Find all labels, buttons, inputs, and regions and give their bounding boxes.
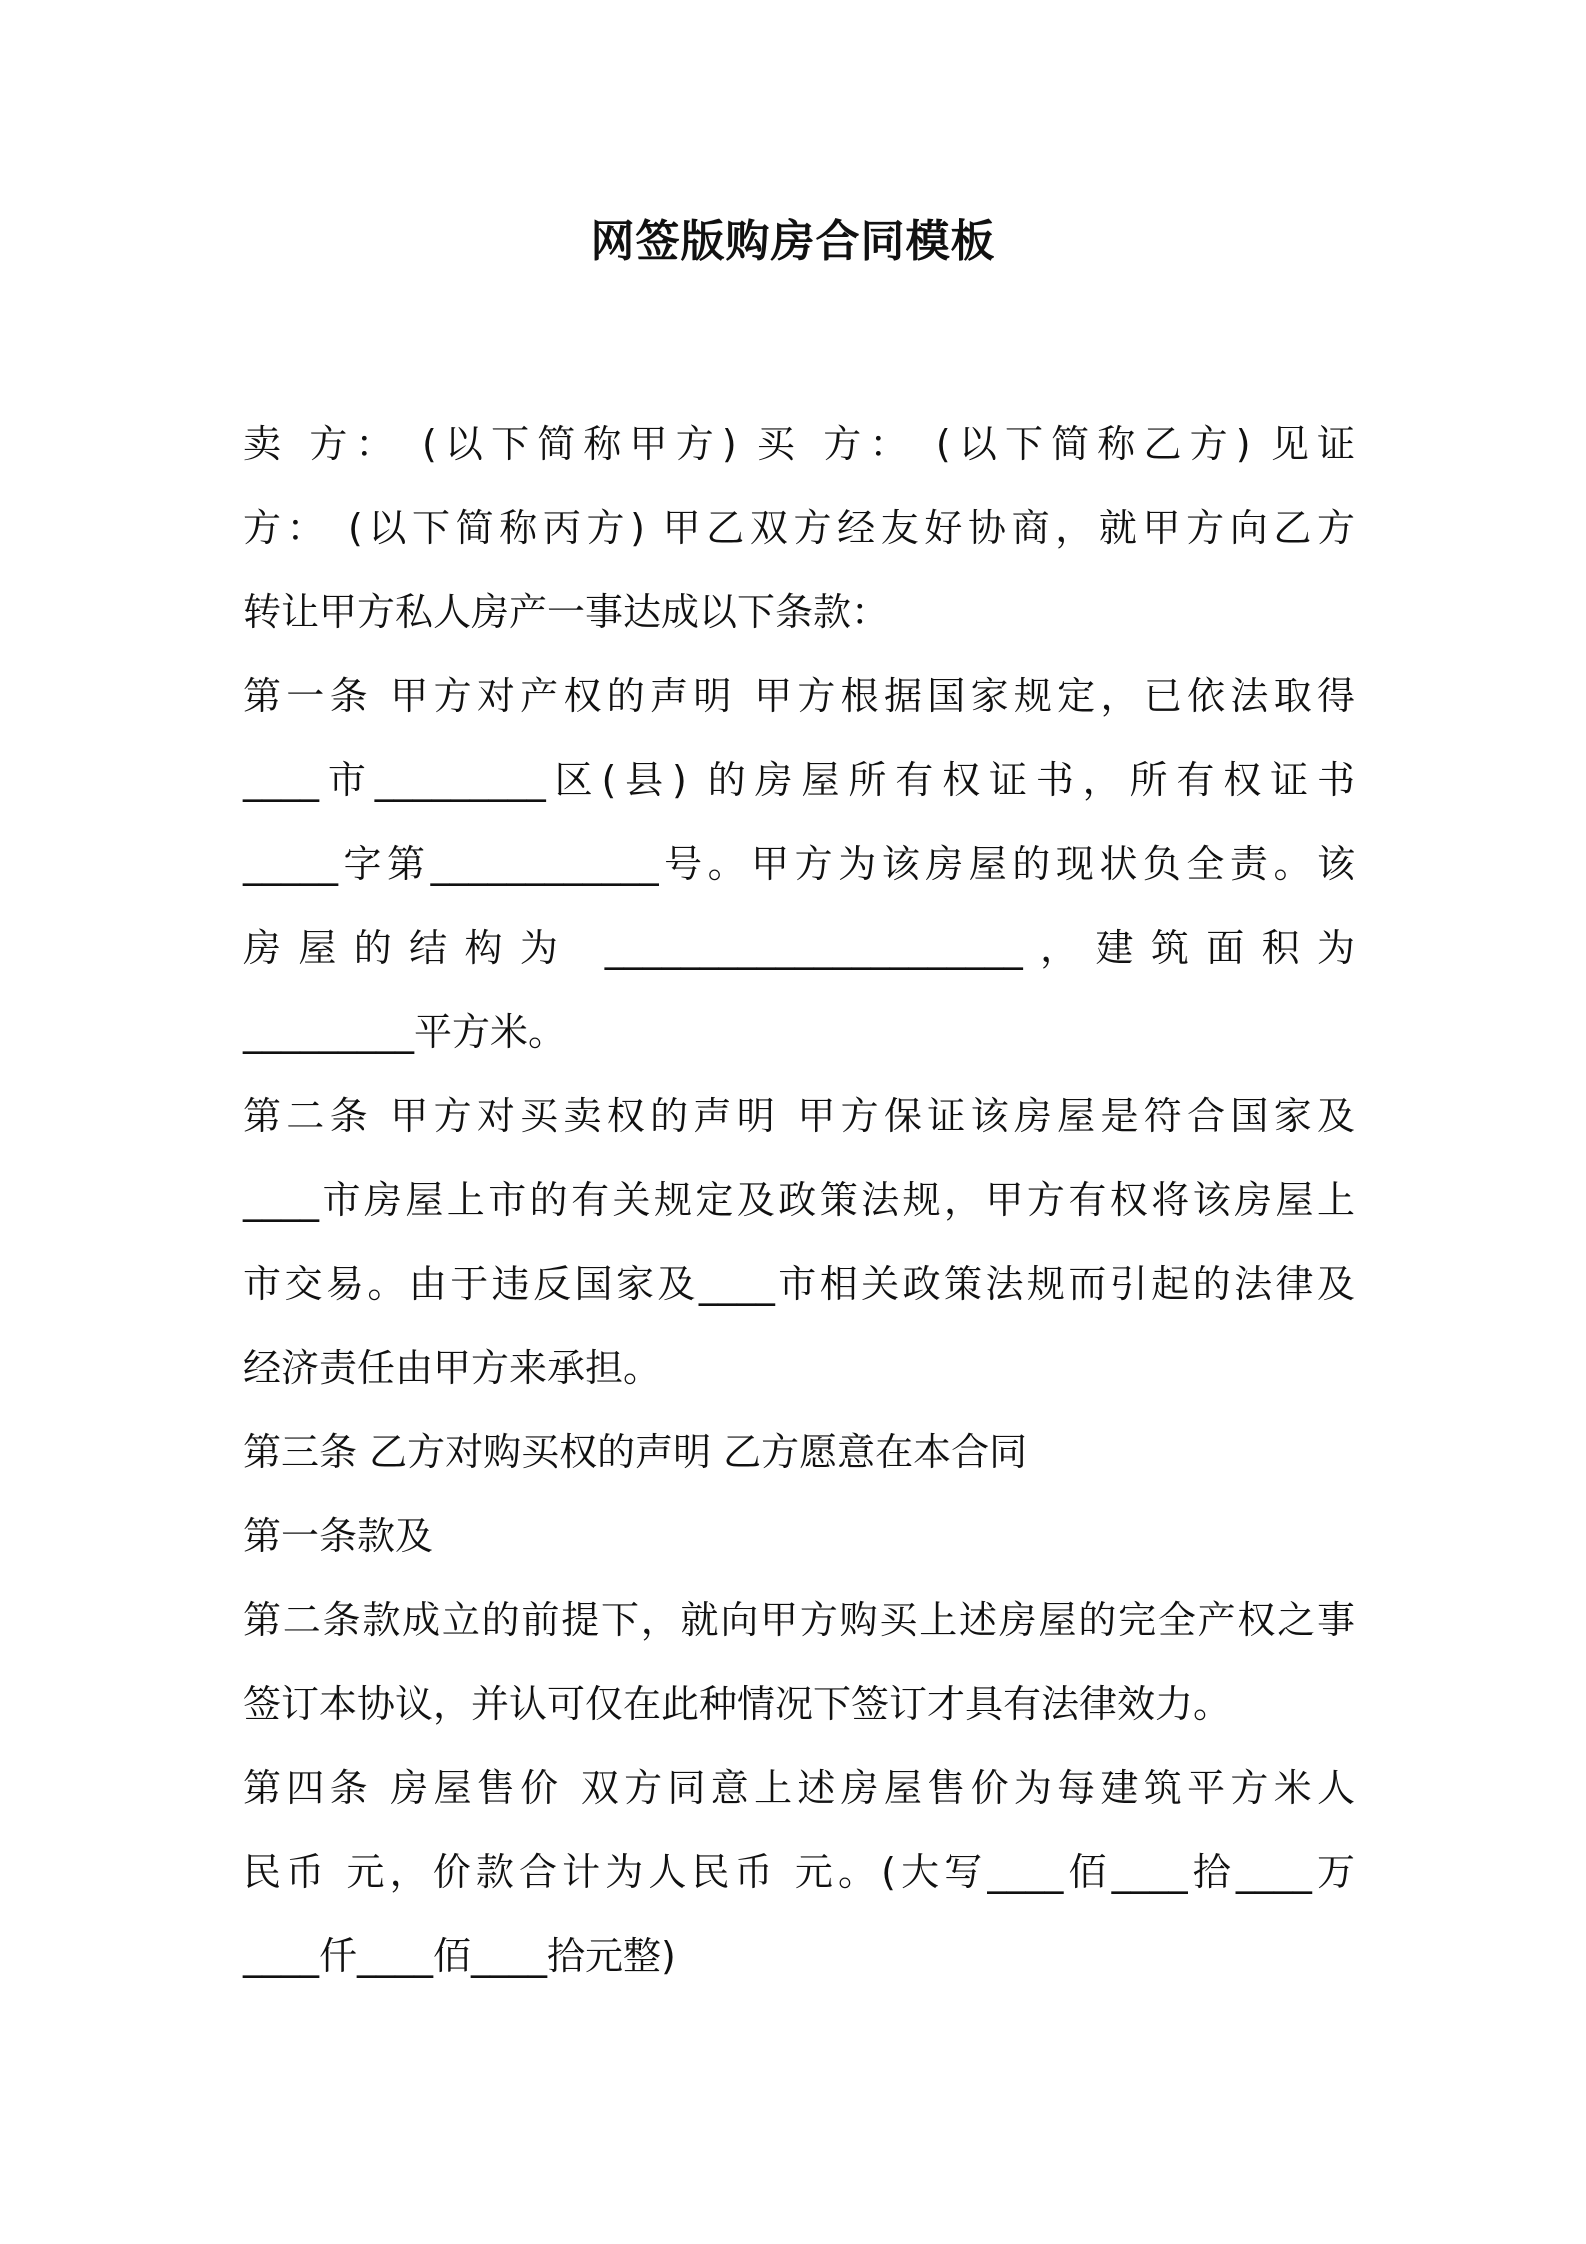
clause-4-heading-line: 第四条 房屋售价 双方同意上述房屋售价为每建筑平方米人 bbox=[243, 1766, 1355, 1810]
paragraph-line: 签订本协议，并认可仅在此种情况下签订才具有法律效力。 bbox=[243, 1682, 1232, 1726]
paragraph-line: 方： (以下简称丙方) 甲乙双方经友好协商，就甲方向乙方 bbox=[243, 506, 1355, 550]
clause-1-heading-line: 第一条 甲方对产权的声明 甲方根据国家规定，已依法取得 bbox=[243, 674, 1355, 718]
paragraph-line: 经济责任由甲方来承担。 bbox=[243, 1346, 662, 1390]
paragraph-line: 民币 元，价款合计为人民币 元。(大写____佰____拾____万 bbox=[243, 1850, 1355, 1894]
clause-3-heading-line: 第三条 乙方对购买权的声明 乙方愿意在本合同 bbox=[243, 1430, 1028, 1474]
paragraph-line: 转让甲方私人房产一事达成以下条款： bbox=[243, 590, 890, 634]
paragraph-line: 市交易。由于违反国家及____市相关政策法规而引起的法律及 bbox=[243, 1262, 1355, 1306]
clause-2-heading-line: 第二条 甲方对买卖权的声明 甲方保证该房屋是符合国家及 bbox=[243, 1094, 1355, 1138]
paragraph-line: _____字第____________号。甲方为该房屋的现状负全责。该 bbox=[243, 842, 1355, 886]
paragraph-line: 卖 方： (以下简称甲方) 买 方： (以下简称乙方) 见证 bbox=[243, 422, 1355, 466]
paragraph-line: 房屋的结构为 ______________________，建筑面积为 bbox=[243, 926, 1355, 970]
paragraph-line: _________平方米。 bbox=[243, 1010, 567, 1054]
paragraph-line: 第二条款成立的前提下，就向甲方购买上述房屋的完全产权之事 bbox=[243, 1598, 1355, 1642]
paragraph-line: ____仟____佰____拾元整) bbox=[243, 1934, 676, 1978]
paragraph-line: ____市房屋上市的有关规定及政策法规，甲方有权将该房屋上 bbox=[243, 1178, 1355, 1222]
paragraph-line: ____市_________区(县) 的房屋所有权证书，所有权证书 bbox=[243, 758, 1355, 802]
paragraph-line: 第一条款及 bbox=[243, 1514, 434, 1558]
document-title: 网签版购房合同模板 bbox=[590, 216, 996, 267]
document-body bbox=[243, 402, 1355, 1998]
